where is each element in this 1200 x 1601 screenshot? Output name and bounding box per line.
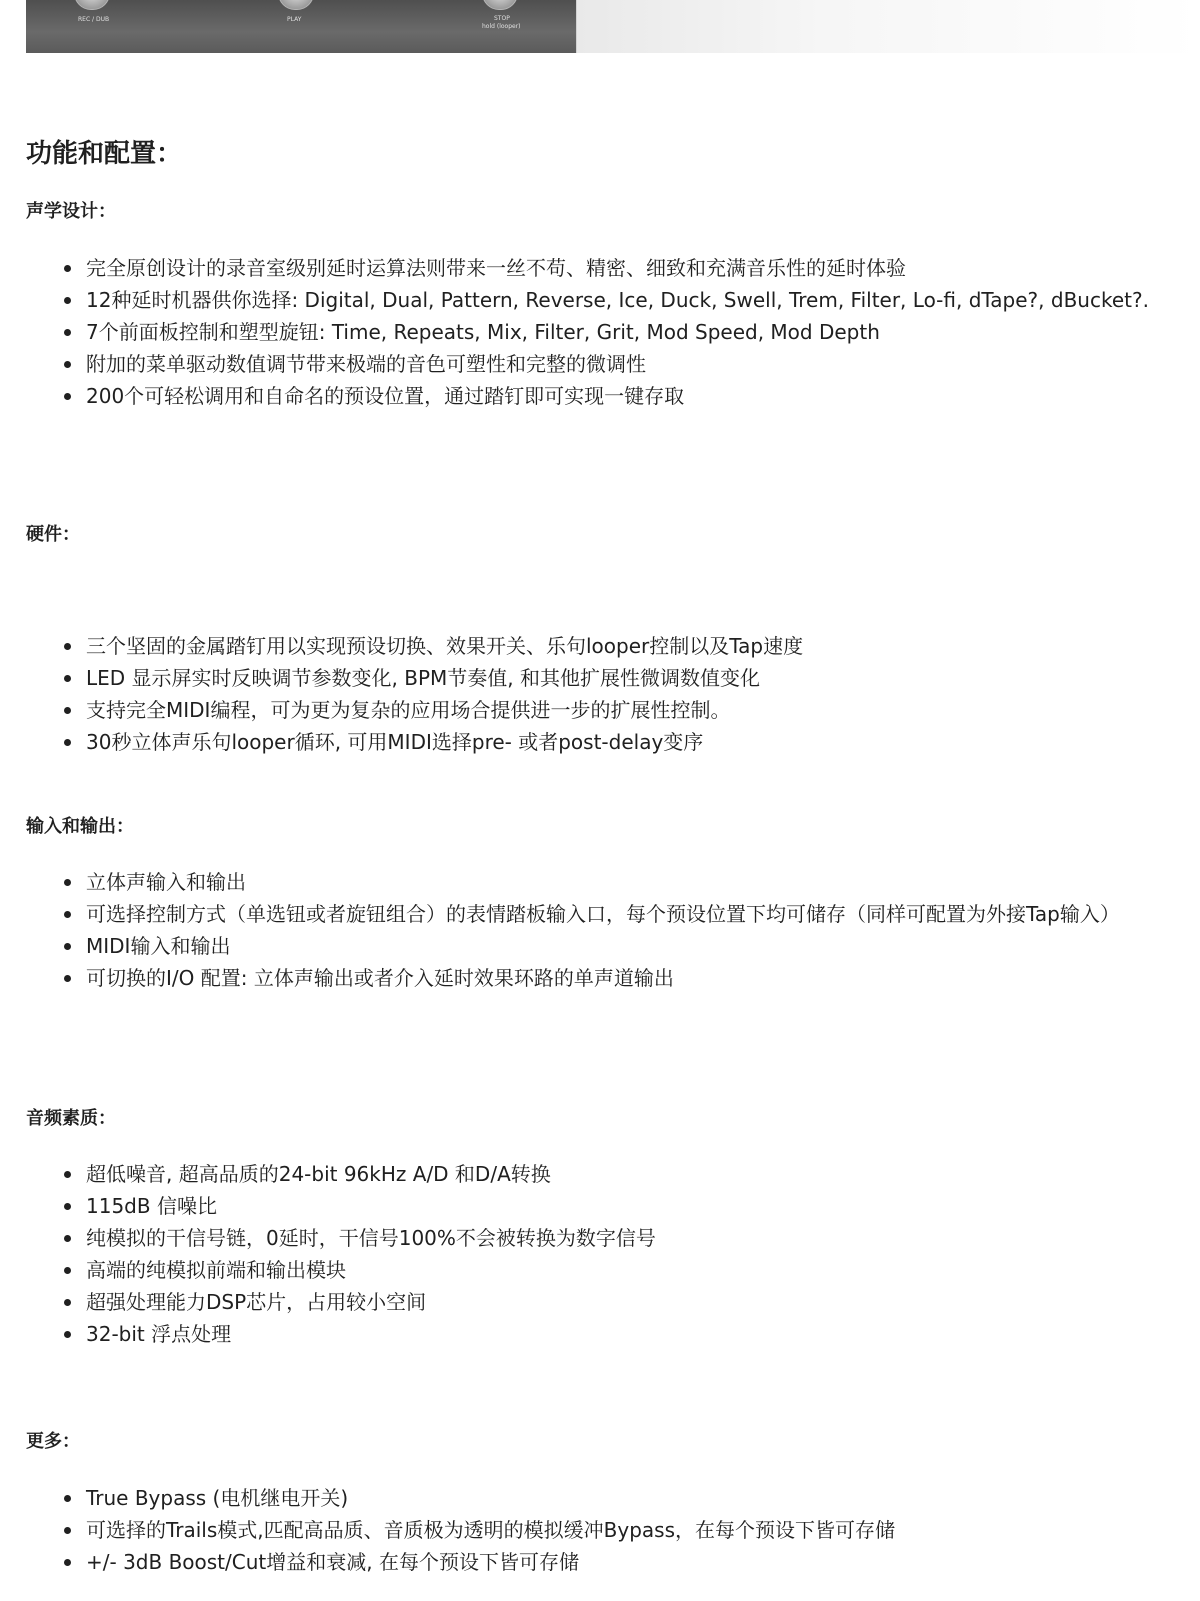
list-item: 纯模拟的干信号链，0延时，干信号100%不会被转换为数字信号 <box>86 1222 1178 1254</box>
hardware-feature-list <box>26 630 1178 758</box>
rec-dub-label: REC / DUB <box>78 16 110 23</box>
stop-footswitch <box>482 0 518 10</box>
list-item: 可选择的Trails模式,匹配高品质、音质极为透明的模拟缓冲Bypass，在每个预设下皆可存储 <box>86 1514 1178 1546</box>
list-item: 三个坚固的金属踏钉用以实现预设切换、效果开关、乐句looper控制以及Tap速度 <box>86 630 1178 662</box>
list-item: LED 显示屏实时反映调节参数变化, BPM节奏值, 和其他扩展性微调数值变化 <box>86 662 1178 694</box>
acoustic-feature-list <box>26 252 1178 412</box>
list-item: 200个可轻松调用和自命名的预设位置，通过踏钉即可实现一键存取 <box>86 380 1178 412</box>
product-image-banner <box>26 0 1200 53</box>
section-title-audio-quality: 音频素质： <box>26 1108 116 1129</box>
section-title-acoustic: 声学设计： <box>26 201 116 222</box>
hold-looper-label: hold (looper) <box>482 23 521 30</box>
stop-label: STOP <box>494 15 510 22</box>
more-feature-list <box>26 1482 1178 1578</box>
pedal-panel <box>26 0 576 53</box>
list-item: 支持完全MIDI编程，可为更为复杂的应用场合提供进一步的扩展性控制。 <box>86 694 1178 726</box>
section-title-io: 输入和输出： <box>26 816 134 837</box>
list-item: 完全原创设计的录音室级别延时运算法则带来一丝不苟、精密、细致和充满音乐性的延时体验 <box>86 252 1178 284</box>
list-item: +/- 3dB Boost/Cut增益和衰减, 在每个预设下皆可存储 <box>86 1546 1178 1578</box>
page-title: 功能和配置： <box>26 139 183 169</box>
list-item: 115dB 信噪比 <box>86 1190 1178 1222</box>
io-feature-list <box>26 866 1178 994</box>
list-item: 7个前面板控制和塑型旋钮: Time, Repeats, Mix, Filter, Grit, Mod Speed, Mod Depth <box>86 316 1178 348</box>
section-title-more: 更多： <box>26 1431 80 1452</box>
list-item: MIDI输入和输出 <box>86 930 1178 962</box>
play-footswitch <box>278 0 314 10</box>
list-item: 立体声输入和输出 <box>86 866 1178 898</box>
list-item: 可切换的I/O 配置: 立体声输出或者介入延时效果环路的单声道输出 <box>86 962 1178 994</box>
list-item: 32-bit 浮点处理 <box>86 1318 1178 1350</box>
list-item: 高端的纯模拟前端和输出模块 <box>86 1254 1178 1286</box>
list-item: 30秒立体声乐句looper循环, 可用MIDI选择pre- 或者post-delay变序 <box>86 726 1178 758</box>
list-item: 可选择控制方式（单选钮或者旋钮组合）的表情踏板输入口，每个预设位置下均可储存（同样可配置为外接Tap输入） <box>86 898 1178 930</box>
rec-dub-footswitch <box>74 0 110 10</box>
list-item: 附加的菜单驱动数值调节带来极端的音色可塑性和完整的微调性 <box>86 348 1178 380</box>
play-label: PLAY <box>287 16 302 23</box>
list-item: 超低噪音, 超高品质的24-bit 96kHz A/D 和D/A转换 <box>86 1158 1178 1190</box>
list-item: 超强处理能力DSP芯片，占用较小空间 <box>86 1286 1178 1318</box>
list-item: 12种延时机器供你选择: Digital, Dual, Pattern, Reverse, Ice, Duck, Swell, Trem, Filter, Lo-fi, dTape?, dBucket?. <box>86 284 1178 316</box>
list-item: True Bypass (电机继电开关) <box>86 1482 1178 1514</box>
audio-quality-feature-list <box>26 1158 1178 1350</box>
section-title-hardware: 硬件： <box>26 524 80 545</box>
